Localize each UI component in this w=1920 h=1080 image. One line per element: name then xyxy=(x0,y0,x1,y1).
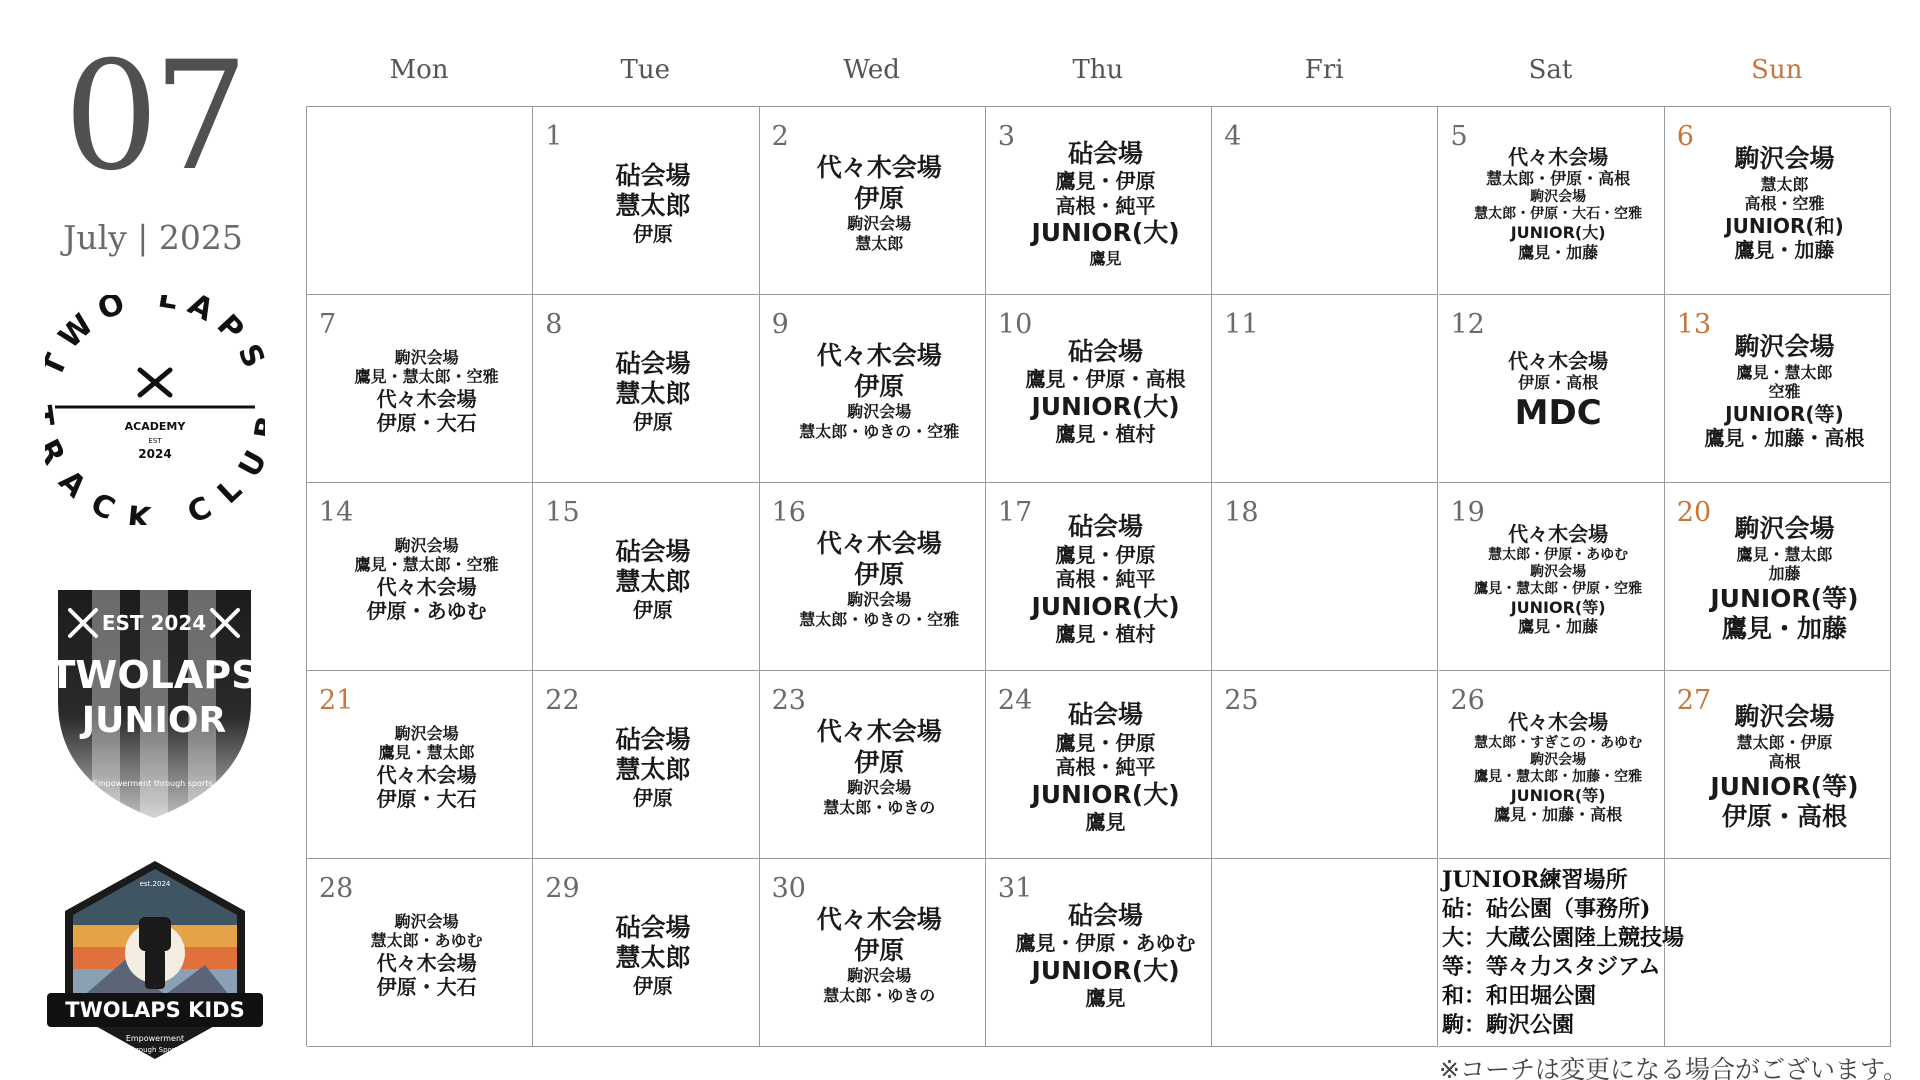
legend-title: JUNIOR練習場所 xyxy=(1442,867,1628,893)
schedule-entries xyxy=(307,683,532,852)
calendar-day-cell xyxy=(1212,859,1438,1047)
schedule-line: 伊原 xyxy=(854,183,905,213)
schedule-line: 伊原・あゆむ xyxy=(366,599,487,624)
schedule-entries xyxy=(307,871,532,1040)
schedule-line: JUNIOR(大) xyxy=(1510,223,1606,243)
schedule-entries xyxy=(760,307,985,476)
schedule-line: 慧太郎・伊原・大石・空雅 xyxy=(1474,205,1643,222)
schedule-entries xyxy=(1665,119,1890,288)
schedule-line: 加藤 xyxy=(1768,564,1801,584)
schedule-line: 伊原 xyxy=(632,785,673,810)
schedule-line: JUNIOR(等) xyxy=(1510,785,1606,805)
day-number: 3 xyxy=(997,121,1016,152)
legend-item: 和：和田堀公園 xyxy=(1442,983,1597,1009)
schedule-line: 鷹見・伊原 xyxy=(1055,542,1156,567)
schedule-line: 鷹見・慧太郎 xyxy=(378,743,475,763)
schedule-line: 高根・空雅 xyxy=(1744,194,1825,214)
schedule-line: 鷹見・加藤 xyxy=(1518,242,1599,262)
schedule-line: JUNIOR(等) xyxy=(1710,771,1859,801)
schedule-line: 慧太郎 xyxy=(615,943,691,973)
club-year: 2024 xyxy=(138,447,172,461)
schedule-line: 砧会場 xyxy=(615,724,691,754)
calendar-day-cell xyxy=(1212,295,1438,483)
day-number: 13 xyxy=(1676,309,1712,340)
schedule-line: 砧会場 xyxy=(1068,900,1144,930)
legend-item: 砧：砧公園（事務所) xyxy=(1442,896,1651,922)
schedule-line: 代々木会場 xyxy=(816,341,942,371)
calendar-day-cell xyxy=(533,295,759,483)
schedule-line: 砧会場 xyxy=(615,160,691,190)
schedule-entries xyxy=(1439,307,1664,476)
calendar-day-cell xyxy=(533,859,759,1047)
schedule-entries xyxy=(760,119,985,288)
schedule-line: 駒沢会場 xyxy=(1530,563,1587,580)
schedule-entries xyxy=(986,495,1211,664)
calendar-day-cell xyxy=(1212,483,1438,671)
schedule-line: 鷹見 xyxy=(1085,986,1126,1010)
day-number: 14 xyxy=(319,497,354,528)
calendar-day-cell xyxy=(760,671,986,859)
calendar-day-cell xyxy=(986,671,1212,859)
calendar-day-cell xyxy=(1212,671,1438,859)
schedule-line: 慧太郎・伊原・高根 xyxy=(1486,169,1631,189)
schedule-line: JUNIOR(等) xyxy=(1725,401,1844,426)
schedule-line: JUNIOR(大) xyxy=(1031,591,1180,621)
calendar-day-cell xyxy=(1665,483,1891,671)
schedule-line: 代々木会場 xyxy=(1508,522,1609,547)
schedule-entries xyxy=(307,495,532,664)
day-number: 22 xyxy=(545,685,580,716)
calendar-day-cell xyxy=(1665,107,1891,295)
weekday-sat: Sat xyxy=(1528,55,1573,85)
schedule-line: 代々木会場 xyxy=(376,574,477,599)
schedule-entries xyxy=(1665,495,1890,664)
schedule-line: 慧太郎・ゆきの xyxy=(823,798,936,817)
schedule-line: 代々木会場 xyxy=(816,905,942,935)
schedule-line: 駒沢会場 xyxy=(847,214,912,234)
schedule-entries xyxy=(986,683,1211,852)
schedule-line: 代々木会場 xyxy=(1508,144,1609,169)
club-academy: ACADEMY xyxy=(124,420,186,433)
schedule-line: 鷹見 xyxy=(1089,248,1122,268)
schedule-entries xyxy=(986,307,1211,476)
schedule-line: 慧太郎 xyxy=(1760,174,1809,194)
schedule-line: 駒沢会場 xyxy=(1734,332,1835,362)
schedule-line: JUNIOR(大) xyxy=(1031,391,1180,421)
schedule-line: 代々木会場 xyxy=(376,386,477,411)
schedule-line: 慧太郎・ゆきの・空雅 xyxy=(799,610,960,629)
day-number: 11 xyxy=(1224,309,1259,340)
weekday-sun: Sun xyxy=(1751,55,1803,85)
kids-tagline-1: Empowerment xyxy=(125,1034,185,1043)
crossed-spikes-icon xyxy=(140,370,170,395)
calendar-day-cell xyxy=(760,107,986,295)
schedule-line: 高根 xyxy=(1768,752,1801,772)
schedule-line: 慧太郎・伊原 xyxy=(1736,732,1833,752)
kids-est: est.2024 xyxy=(139,880,171,888)
schedule-line: 砧会場 xyxy=(615,912,691,942)
day-number: 29 xyxy=(545,873,580,904)
schedule-line: JUNIOR(和) xyxy=(1725,213,1844,238)
schedule-line: 伊原 xyxy=(854,559,905,589)
schedule-line: 慧太郎 xyxy=(615,379,691,409)
calendar-day-cell xyxy=(533,107,759,295)
schedule-line: 鷹見・慧太郎・空雅 xyxy=(354,555,499,575)
day-number: 23 xyxy=(771,685,806,716)
calendar-day-cell xyxy=(1665,671,1891,859)
schedule-line: MDC xyxy=(1514,392,1602,433)
day-number: 27 xyxy=(1676,685,1712,716)
day-number: 6 xyxy=(1676,121,1694,152)
day-number: 7 xyxy=(319,309,337,340)
schedule-line: 駒沢会場 xyxy=(1734,144,1835,174)
schedule-line: 砧会場 xyxy=(1068,336,1144,366)
schedule-line: 駒沢会場 xyxy=(1530,188,1587,205)
day-number: 24 xyxy=(997,685,1033,716)
schedule-entries xyxy=(1665,307,1890,476)
day-number: 17 xyxy=(997,497,1033,528)
schedule-line: 伊原 xyxy=(854,371,905,401)
legend-item: 大：大蔵公園陸上競技場 xyxy=(1442,925,1685,951)
schedule-line: 高根・純平 xyxy=(1055,567,1156,592)
schedule-line: 駒沢会場 xyxy=(394,535,459,555)
weekday-thu: Thu xyxy=(1072,55,1124,85)
schedule-line: JUNIOR(大) xyxy=(1031,779,1180,809)
schedule-line: 砧会場 xyxy=(1068,138,1144,168)
calendar-day-cell xyxy=(760,483,986,671)
day-number: 2 xyxy=(771,121,789,152)
schedule-entries xyxy=(986,871,1211,1040)
two-laps-track-club-logo xyxy=(45,295,265,525)
weekday-fri: Fri xyxy=(1304,55,1344,85)
day-number: 9 xyxy=(771,309,789,340)
calendar-day-cell xyxy=(533,671,759,859)
day-number: 15 xyxy=(545,497,580,528)
schedule-line: 駒沢会場 xyxy=(394,911,459,931)
schedule-line: 駒沢会場 xyxy=(1734,702,1835,732)
weekday-wed: Wed xyxy=(843,55,900,85)
schedule-line: 駒沢会場 xyxy=(847,590,912,610)
schedule-entries xyxy=(533,307,758,476)
day-number: 18 xyxy=(1224,497,1259,528)
day-number: 31 xyxy=(997,873,1033,904)
schedule-line: 鷹見・伊原 xyxy=(1055,169,1156,194)
calendar-day-cell xyxy=(1439,295,1665,483)
schedule-entries xyxy=(1439,683,1664,852)
junior-line2: JUNIOR xyxy=(81,700,227,741)
calendar-day-cell xyxy=(1665,295,1891,483)
schedule-line: 鷹見・植村 xyxy=(1055,622,1156,647)
schedule-line: 鷹見・慧太郎 xyxy=(1736,544,1833,564)
schedule-line: 駒沢会場 xyxy=(847,402,912,422)
calendar-day-cell xyxy=(1665,859,1891,1047)
schedule-entries xyxy=(760,871,985,1040)
day-number: 4 xyxy=(1224,121,1242,152)
schedule-line: 砧会場 xyxy=(615,536,691,566)
calendar-day-cell xyxy=(1439,483,1665,671)
schedule-line: 駒沢会場 xyxy=(394,723,459,743)
schedule-line: 代々木会場 xyxy=(816,529,942,559)
day-number: 25 xyxy=(1224,685,1259,716)
calendar-day-cell xyxy=(1439,671,1665,859)
schedule-line: 駒沢会場 xyxy=(1734,514,1835,544)
calendar-day-cell xyxy=(1212,107,1438,295)
schedule-line: 慧太郎 xyxy=(615,755,691,785)
legend-item: 等：等々力スタジアム xyxy=(1442,954,1661,980)
schedule-entries xyxy=(1665,683,1890,852)
schedule-line: 駒沢会場 xyxy=(394,347,459,367)
schedule-line: 伊原 xyxy=(632,597,673,622)
schedule-line: 鷹見・加藤 xyxy=(1734,238,1835,263)
schedule-line: JUNIOR(大) xyxy=(1031,955,1180,985)
schedule-line: 鷹見・植村 xyxy=(1055,422,1156,446)
schedule-line: 伊原 xyxy=(632,973,673,998)
schedule-line: 代々木会場 xyxy=(1508,348,1609,373)
twolaps-kids-logo xyxy=(45,855,265,1075)
schedule-line: 駒沢会場 xyxy=(847,966,912,986)
schedule-line: 伊原・大石 xyxy=(376,411,477,436)
club-top-text: WO LAP xyxy=(52,295,258,356)
schedule-entries xyxy=(760,683,985,852)
schedule-entries xyxy=(760,495,985,664)
schedule-line: JUNIOR(大) xyxy=(1031,218,1180,248)
schedule-line: JUNIOR(等) xyxy=(1510,597,1606,617)
schedule-line: 鷹見・慧太郎・伊原・空雅 xyxy=(1474,580,1643,597)
schedule-line: 砧会場 xyxy=(1068,700,1144,730)
calendar-day-cell xyxy=(986,483,1212,671)
schedule-line: 慧太郎・ゆきの xyxy=(823,986,936,1005)
schedule-line: 伊原 xyxy=(632,221,673,246)
schedule-line: 鷹見・伊原・高根 xyxy=(1025,367,1186,392)
svg-text:TWO LAPS xyxy=(45,295,265,382)
schedule-line: 伊原 xyxy=(854,935,905,965)
schedule-line: 伊原・高根 xyxy=(1518,373,1599,393)
club-est: EST xyxy=(148,437,162,445)
schedule-line: 鷹見・加藤・高根 xyxy=(1704,426,1865,451)
day-number: 12 xyxy=(1450,309,1485,340)
junior-tagline: Empowerment through sports. xyxy=(92,779,216,788)
calendar-day-cell xyxy=(307,859,533,1047)
junior-est: EST 2024 xyxy=(101,611,207,635)
schedule-line: 鷹見・慧太郎・加藤・空雅 xyxy=(1474,768,1643,785)
day-number: 26 xyxy=(1450,685,1485,716)
day-number: 5 xyxy=(1450,121,1468,152)
schedule-line: 伊原 xyxy=(854,747,905,777)
schedule-line: 鷹見 xyxy=(1085,810,1126,835)
schedule-line: 鷹見・加藤・高根 xyxy=(1494,805,1623,825)
schedule-line: 駒沢会場 xyxy=(1530,751,1587,768)
calendar-day-cell xyxy=(760,295,986,483)
schedule-entries xyxy=(533,871,758,1040)
calendar-day-cell xyxy=(307,107,533,295)
schedule-line: 慧太郎・すぎこの・あゆむ xyxy=(1474,734,1643,751)
schedule-line: 高根・純平 xyxy=(1055,755,1156,780)
schedule-line: JUNIOR(等) xyxy=(1710,583,1859,613)
schedule-line: 慧太郎 xyxy=(615,191,691,221)
calendar-day-cell xyxy=(307,671,533,859)
schedule-line: 鷹見・伊原・あゆむ xyxy=(1015,931,1196,956)
calendar-day-cell xyxy=(986,859,1212,1047)
schedule-line: 駒沢会場 xyxy=(847,778,912,798)
calendar-day-cell xyxy=(986,295,1212,483)
schedule-line: 代々木会場 xyxy=(1508,710,1609,735)
weekday-tue: Tue xyxy=(620,55,671,85)
schedule-line: 代々木会場 xyxy=(816,717,942,747)
schedule-line: 鷹見・伊原 xyxy=(1055,730,1156,755)
schedule-line: 代々木会場 xyxy=(376,762,477,787)
schedule-line: 砧会場 xyxy=(1068,512,1144,542)
schedule-entries xyxy=(1439,495,1664,664)
calendar-day-cell xyxy=(1439,107,1665,295)
calendar-day-cell xyxy=(533,483,759,671)
schedule-line: 慧太郎・あゆむ xyxy=(370,931,483,951)
schedule-entries xyxy=(533,495,758,664)
schedule-line: 鷹見・加藤 xyxy=(1721,614,1847,644)
schedule-line: 伊原・大石 xyxy=(376,787,477,812)
schedule-entries xyxy=(1439,119,1664,288)
day-number: 10 xyxy=(997,309,1033,340)
schedule-line: 慧太郎・伊原・あゆむ xyxy=(1488,546,1629,563)
day-number: 28 xyxy=(319,873,354,904)
calendar-day-cell xyxy=(307,295,533,483)
kids-title: TWOLAPS KIDS xyxy=(65,998,245,1022)
schedule-line: 慧太郎・ゆきの・空雅 xyxy=(799,422,960,441)
schedule-line: 伊原・大石 xyxy=(376,975,477,1000)
junior-venue-legend xyxy=(1442,866,1684,1040)
schedule-line: 空雅 xyxy=(1768,382,1801,402)
club-bottom-text: ACK CL xyxy=(51,463,256,525)
day-number: 30 xyxy=(771,873,806,904)
junior-line1: TWOLAPS xyxy=(52,653,257,697)
footnote: ※コーチは変更になる場合がございます。 xyxy=(1439,1055,1908,1080)
weekday-mon: Mon xyxy=(389,55,449,85)
day-number: 19 xyxy=(1450,497,1485,528)
schedule-line: 伊原 xyxy=(632,409,673,434)
schedule-line: 代々木会場 xyxy=(816,153,942,183)
day-number: 20 xyxy=(1676,497,1712,528)
day-number: 16 xyxy=(771,497,806,528)
day-number: 21 xyxy=(319,685,354,716)
twolaps-junior-logo xyxy=(52,582,257,822)
schedule-line: 慧太郎 xyxy=(855,234,904,253)
schedule-line: 高根・純平 xyxy=(1055,193,1156,218)
schedule-line: 鷹見・加藤 xyxy=(1518,617,1599,637)
kids-tagline-2: through Sports xyxy=(128,1046,182,1054)
day-number: 1 xyxy=(545,121,563,152)
schedule-entries xyxy=(533,683,758,852)
schedule-line: 鷹見・慧太郎・空雅 xyxy=(354,367,499,387)
legend-item: 駒：駒沢公園 xyxy=(1442,1012,1575,1038)
calendar-day-cell xyxy=(760,859,986,1047)
schedule-line: 伊原・高根 xyxy=(1721,802,1847,832)
calendar-day-cell xyxy=(986,107,1212,295)
schedule-line: 砧会場 xyxy=(615,348,691,378)
month-year: July | 2025 xyxy=(63,218,243,257)
schedule-line: 鷹見・慧太郎 xyxy=(1736,362,1833,382)
schedule-entries xyxy=(307,307,532,476)
month-number: 07 xyxy=(63,30,243,204)
schedule-line: 代々木会場 xyxy=(376,950,477,975)
schedule-line: 慧太郎 xyxy=(615,567,691,597)
schedule-entries xyxy=(986,119,1211,288)
calendar-day-cell xyxy=(307,483,533,671)
schedule-entries xyxy=(533,119,758,288)
day-number: 8 xyxy=(545,309,563,340)
